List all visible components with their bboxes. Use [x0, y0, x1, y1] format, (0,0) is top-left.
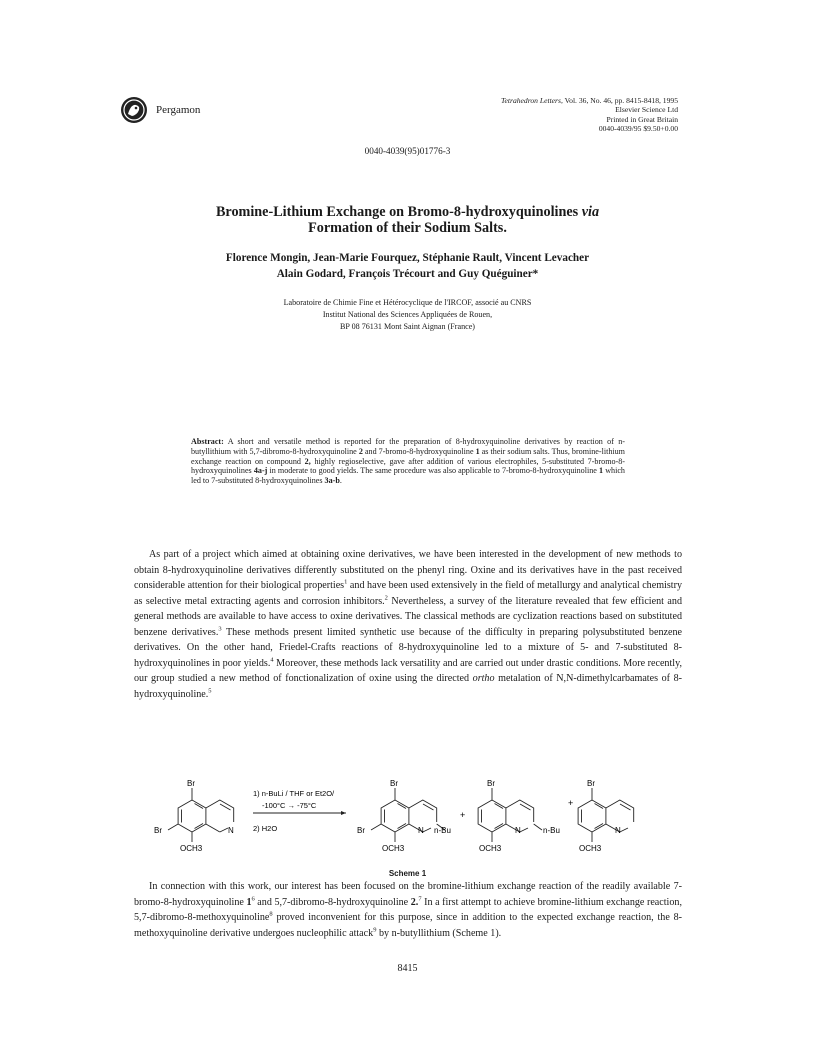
reference-mark: 7 [418, 895, 422, 903]
reference-mark: 2 [384, 594, 388, 602]
plus-sign: + [568, 798, 574, 808]
journal-line-3: Printed in Great Britain [606, 114, 678, 124]
n-label: N [515, 826, 521, 835]
n-label: N [615, 826, 621, 835]
br-label: Br [357, 826, 365, 835]
br-label: Br [587, 779, 595, 788]
reference-mark: 3 [218, 625, 222, 633]
abstract-text: highly regioselective, gave after addition of various electrophiles, 5-substituted 7-bromo-8-hydroxyquinolines [191, 456, 625, 476]
reference-mark: 6 [251, 895, 255, 903]
och3-label: OCH3 [180, 844, 203, 853]
nbu-label: n-Bu [543, 826, 560, 835]
br-label: Br [187, 779, 195, 788]
reference-mark: 1 [344, 578, 348, 586]
italic-term: ortho [472, 673, 495, 684]
affiliation-line-1: Laboratoire de Chimie Fine et Hétérocyclique de l'IRCOF, associé au CNRS [283, 298, 532, 307]
body-text: As part of a project which aimed at obtaining oxine derivatives, we have been interested in the development of new methods to obtain 8-hydroxyquinoline derivatives differently substituted on the phenyl ring. Oxine and its derivatives have in the past received considerable attention for their biological properties [134, 549, 682, 591]
body-text: and 5,7-dibromo-8-hydroxyquinoline [254, 896, 411, 908]
compound-ref: 2 [358, 446, 363, 456]
compound-ref: 2, [304, 456, 311, 466]
och3-label: OCH3 [579, 844, 602, 853]
body-text: proved inconvenient for this purpose, since in addition to the expected exchange reaction, the 8-methoxyquinoline derivative undergoes nucleophilic attack [134, 912, 682, 939]
body-paragraph-2 [134, 879, 682, 941]
doi: 0040-4039(95)01776-3 [364, 146, 451, 156]
condition-1: 1) n-BuLi / THF or Et2O/ [253, 789, 335, 798]
authors [0, 251, 815, 282]
page-number: 8415 [397, 963, 418, 974]
reference-mark: 8 [269, 910, 273, 918]
och3-label: OCH3 [382, 844, 405, 853]
reference-mark: 4 [270, 656, 274, 664]
abstract-text: which led to 7-substituted 8-hydroxyquinolines [191, 466, 625, 486]
title-line-1: Bromine-Lithium Exchange on Bromo-8-hydroxyquinolines [215, 204, 579, 220]
condition-3: 2) H2O [253, 824, 278, 833]
compound-ref: 2. [410, 896, 419, 908]
abstract-text: . [339, 476, 342, 486]
br-label: Br [154, 826, 162, 835]
n-label: N [418, 826, 424, 835]
reference-mark: 5 [208, 687, 212, 695]
publisher-name: Pergamon [156, 104, 201, 116]
body-text: In connection with this work, our interest has been focused on the bromine-lithium exchange reaction of the readily available 7-bromo-8-hydroxyquinoline [134, 881, 682, 908]
scheme-caption: Scheme 1 [388, 869, 427, 878]
journal-line-2: Elsevier Science Ltd [615, 105, 678, 115]
nbu-label: n-Bu [434, 826, 451, 835]
journal-header [378, 96, 678, 134]
condition-2: -100°C → -75°C [262, 801, 317, 810]
pergamon-logo-icon [120, 96, 148, 124]
authors-line-1: Florence Mongin, Jean-Marie Fourquez, Stéphanie Rault, Vincent Levacher [225, 252, 590, 264]
body-text: by n-butyllithium (Scheme 1). [376, 927, 502, 939]
affiliation-line-3: BP 08 76131 Mont Saint Aignan (France) [339, 322, 476, 332]
body-text: Nevertheless, a survey of the literature revealed that few efficient and general methods are available to have access to oxine derivatives. The classical methods are cyclization reactions based on substituted benzene derivatives. [134, 595, 683, 638]
och3-label: OCH3 [479, 844, 502, 853]
title-line-2: Formation of their Sodium Salts. [308, 219, 507, 236]
journal-line-4: 0040-4039/95 $9.50+0.00 [598, 124, 678, 134]
br-label: Br [390, 779, 398, 788]
compound-ref: 1 [475, 446, 480, 456]
plus-sign: + [460, 810, 466, 820]
journal-details: Vol. 36, No. 46, pp. 8415-8418, 1995 [564, 96, 678, 105]
authors-line-2: Alain Godard, François Trécourt and Guy Quéguiner* [276, 267, 539, 280]
body-text: These methods present limited synthetic use because of the difficulty in preparing polysubstituted benzene derivatives. On the other hand, Friedel-Crafts reactions of 8-hydroxyquinoline led to a mixture of 5- and 7-substituted 8-hydroxyquinolines in poor yields. [134, 626, 682, 669]
paper-title [0, 205, 815, 236]
n-label: N [228, 826, 234, 835]
compound-ref: 4a-j [253, 466, 268, 476]
abstract [191, 437, 625, 486]
abstract-text: as their sodium salts. Thus, bromine-lithium exchange reaction on compound [191, 446, 625, 466]
scheme-1-diagram [150, 770, 670, 866]
compound-ref: 1 [599, 466, 604, 476]
abstract-text: and 7-bromo-8-hydroxyquinoline [364, 446, 474, 456]
affiliation [0, 297, 815, 334]
body-text: Moreover, these methods lack versatility and are carried out under drastic conditions. More recently, our group studied a new method of fonctionalization of oxine using the directed [134, 657, 683, 684]
abstract-label: Abstract: [191, 437, 224, 446]
br-label: Br [487, 779, 495, 788]
body-text: metalation of N,N-dimethylcarbamates of 8-hydroxyquinoline. [134, 673, 682, 700]
affiliation-line-2: Institut National des Sciences Appliquées de Rouen, [322, 310, 493, 320]
title-italic: via [581, 204, 600, 220]
arrowhead [341, 811, 346, 815]
journal-name: Tetrahedron Letters, [500, 96, 563, 105]
reference-mark: 9 [373, 926, 377, 934]
body-text: In a first attempt to achieve bromine-lithium exchange reaction, 5,7-dibromo-8-methoxyquinoline [134, 896, 682, 923]
compound-ref: 1 [246, 896, 252, 908]
abstract-text: A short and versatile method is reported for the preparation of 8-hydroxyquinoline derivatives by reaction of n-butyllithium with 5,7-dibromo-8-hydroxyquinoline [191, 437, 625, 456]
compound-ref: 3a-b [324, 476, 340, 486]
body-paragraph-1 [134, 547, 682, 702]
body-text: and have been used extensively in the field of metallurgy and analytical chemistry as selective metal extracting agents and corrosion inhibitors. [134, 580, 682, 607]
abstract-text: in moderate to good yields. The same procedure was also applicable to 7-bromo-8-hydroxyquinoline [269, 466, 597, 476]
